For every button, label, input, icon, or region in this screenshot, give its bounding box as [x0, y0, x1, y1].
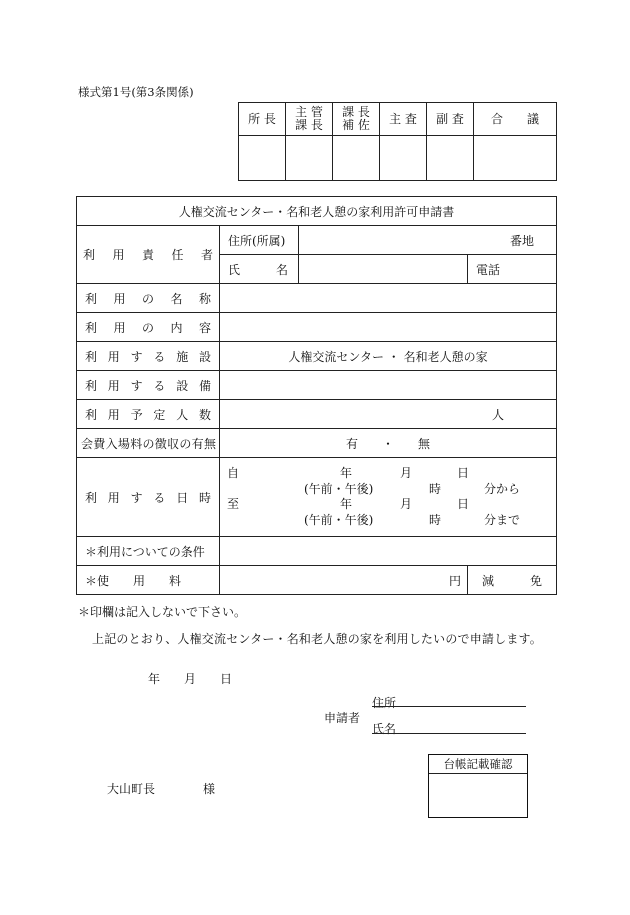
- conditions-field[interactable]: [220, 537, 557, 566]
- exemption-field[interactable]: 減 免: [468, 566, 557, 595]
- people-field[interactable]: [220, 400, 557, 429]
- phone-field[interactable]: [468, 255, 557, 284]
- conditions-label-cell: [77, 537, 220, 566]
- use-name-field[interactable]: [220, 284, 557, 313]
- approval-header-consultation: 合 議: [474, 103, 557, 136]
- facility-value[interactable]: 人権交流センター ・ 名和老人憩の家: [220, 342, 557, 371]
- note-text: ＊印欄は記入しないで下さい。: [78, 605, 247, 619]
- facility-label-cell: [77, 342, 220, 371]
- applicant-name-line[interactable]: [372, 719, 526, 734]
- ledger-confirm-box[interactable]: [428, 754, 528, 818]
- equipment-label-cell: [77, 371, 220, 400]
- address-label: 住所(所属): [220, 226, 299, 255]
- equipment-label: 利用する設備: [85, 378, 211, 393]
- addressee: 大山町長 様: [107, 782, 216, 796]
- applicant-address-line[interactable]: [372, 692, 526, 707]
- applicant-address-label: 住所: [372, 696, 397, 710]
- approval-header-assistant-chief: 課 長 補 佐: [333, 103, 380, 136]
- datetime-label-cell: [77, 458, 220, 537]
- stamp-cell-assistant-chief[interactable]: [333, 136, 380, 181]
- name-field[interactable]: [299, 255, 468, 284]
- use-content-label: 利用の内容: [85, 320, 211, 335]
- stamp-cell-chief-examiner[interactable]: [380, 136, 427, 181]
- fee-label: 会費入場料の徴収の有無: [81, 436, 216, 451]
- datetime-field[interactable]: 自 年 月 日 (午前・午後) 時 分から 至 年 月 日 (午前・午後) 時 分まで: [220, 458, 557, 537]
- approval-stamp-table: [238, 102, 557, 181]
- usage-fee-label-cell: [77, 566, 220, 595]
- phone-label: 電話: [476, 262, 501, 277]
- stamp-cell-deputy-examiner[interactable]: [427, 136, 474, 181]
- conditions-label: ＊利用についての条件: [85, 544, 205, 559]
- name-label: 氏 名: [220, 255, 299, 284]
- to-label: 至: [227, 497, 240, 511]
- application-form-table: [76, 196, 557, 595]
- use-name-label-cell: [77, 284, 220, 313]
- use-name-label: 利用の名称: [85, 291, 211, 306]
- form-number: 様式第1号(第3条関係): [78, 85, 194, 99]
- approval-header-section-chief: 主 管 課 長: [286, 103, 333, 136]
- use-content-label-cell: [77, 313, 220, 342]
- form-title: 人権交流センター・名和老人憩の家利用許可申請書: [77, 197, 557, 226]
- stamp-cell-section-chief[interactable]: [286, 136, 333, 181]
- stamp-cell-consultation[interactable]: [474, 136, 557, 181]
- approval-header-director: 所 長: [239, 103, 286, 136]
- use-content-field[interactable]: [220, 313, 557, 342]
- ledger-confirm-label: 台帳記載確認: [429, 755, 527, 774]
- facility-label: 利用する施設: [85, 349, 211, 364]
- people-label-cell: [77, 400, 220, 429]
- date-line[interactable]: 年 月 日: [148, 672, 233, 686]
- application-statement: 上記のとおり、人権交流センター・名和老人憩の家を利用したいので申請します。: [92, 632, 542, 646]
- approval-header-deputy-examiner: 副 査: [427, 103, 474, 136]
- applicant-label: 申請者: [324, 711, 361, 725]
- responsible-label: 利用責任者: [83, 248, 213, 262]
- approval-header-chief-examiner: 主 査: [380, 103, 427, 136]
- people-label: 利用予定人数: [85, 407, 211, 422]
- datetime-label: 利用する日時: [85, 490, 211, 505]
- yen-label: 円: [448, 573, 461, 588]
- usage-fee-label: ＊使 用 料: [85, 573, 182, 588]
- usage-fee-field[interactable]: [220, 566, 468, 595]
- address-field[interactable]: [299, 226, 557, 255]
- fee-value[interactable]: 有 ・ 無: [220, 429, 557, 458]
- fee-label-cell: [77, 429, 220, 458]
- address-suffix: 番地: [509, 233, 534, 248]
- applicant-name-label: 氏名: [372, 722, 397, 736]
- from-label: 自: [227, 466, 240, 480]
- stamp-cell-director[interactable]: [239, 136, 286, 181]
- responsible-label-cell: [77, 226, 220, 284]
- equipment-field[interactable]: [220, 371, 557, 400]
- people-unit: 人: [491, 407, 504, 422]
